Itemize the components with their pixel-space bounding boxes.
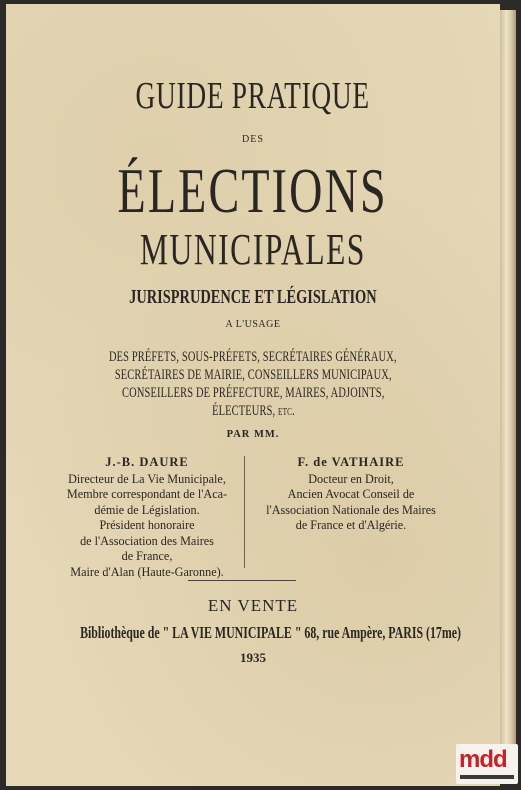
- author-left-line: de l'Association des Maires: [80, 533, 214, 548]
- author-left-line: Maire d'Alan (Haute-Garonne).: [70, 564, 224, 579]
- year: 1935: [240, 650, 266, 665]
- audience-line: DES PRÉFETS, SOUS-PRÉFETS, SECRÉTAIRES GÉNÉRAUX,: [109, 349, 397, 365]
- publisher-line: Bibliothèque de " LA VIE MUNICIPALE " 68, rue Ampère, PARIS (17me): [80, 623, 462, 642]
- author-right: [256, 455, 446, 534]
- sale-label: EN VENTE: [207, 596, 299, 615]
- mdd-logo: [456, 744, 518, 784]
- title-des: DES: [242, 134, 264, 145]
- author-left-name: J.-B. DAURE: [105, 455, 189, 469]
- audience-line: SECRÉTAIRES DE MAIRIE, CONSEILLERS MUNICIPAUX,: [114, 367, 392, 383]
- book-cover: [6, 4, 500, 786]
- title-line-1: GUIDE PRATIQUE: [135, 75, 371, 117]
- par-label: PAR MM.: [226, 429, 280, 440]
- subtitle: JURISPRUDENCE ET LÉGISLATION: [129, 286, 377, 308]
- author-right-line: de France et d'Algérie.: [295, 518, 407, 532]
- author-right-name: F. de VATHAIRE: [297, 455, 405, 469]
- logo-bar: [460, 775, 514, 779]
- audience-line: ÉLECTEURS, etc.: [211, 403, 295, 419]
- author-left: [52, 455, 242, 580]
- author-left-line: Président honoraire: [99, 518, 195, 532]
- author-right-line: Docteur en Droit,: [308, 471, 394, 486]
- separator-rule: [188, 580, 296, 581]
- logo-text: mdd: [459, 746, 507, 773]
- author-right-line: Ancien Avocat Conseil de: [287, 487, 415, 501]
- author-left-line: Directeur de La Vie Municipale,: [68, 471, 226, 486]
- author-left-line: Membre correspondant de l'Aca-: [66, 487, 228, 501]
- title-line-2: ÉLECTIONS: [117, 155, 389, 226]
- audience-line: CONSEILLERS DE PRÉFECTURE, MAIRES, ADJOINTS,: [121, 385, 385, 401]
- author-right-line: l'Association Nationale des Maires: [266, 502, 436, 517]
- author-divider: [244, 456, 245, 568]
- page-edges: [500, 10, 516, 780]
- usage-label: A L'USAGE: [225, 319, 281, 330]
- title-line-3: MUNICIPALES: [140, 225, 366, 274]
- author-left-line: de France,: [121, 549, 173, 563]
- author-left-line: démie de Législation.: [94, 502, 200, 517]
